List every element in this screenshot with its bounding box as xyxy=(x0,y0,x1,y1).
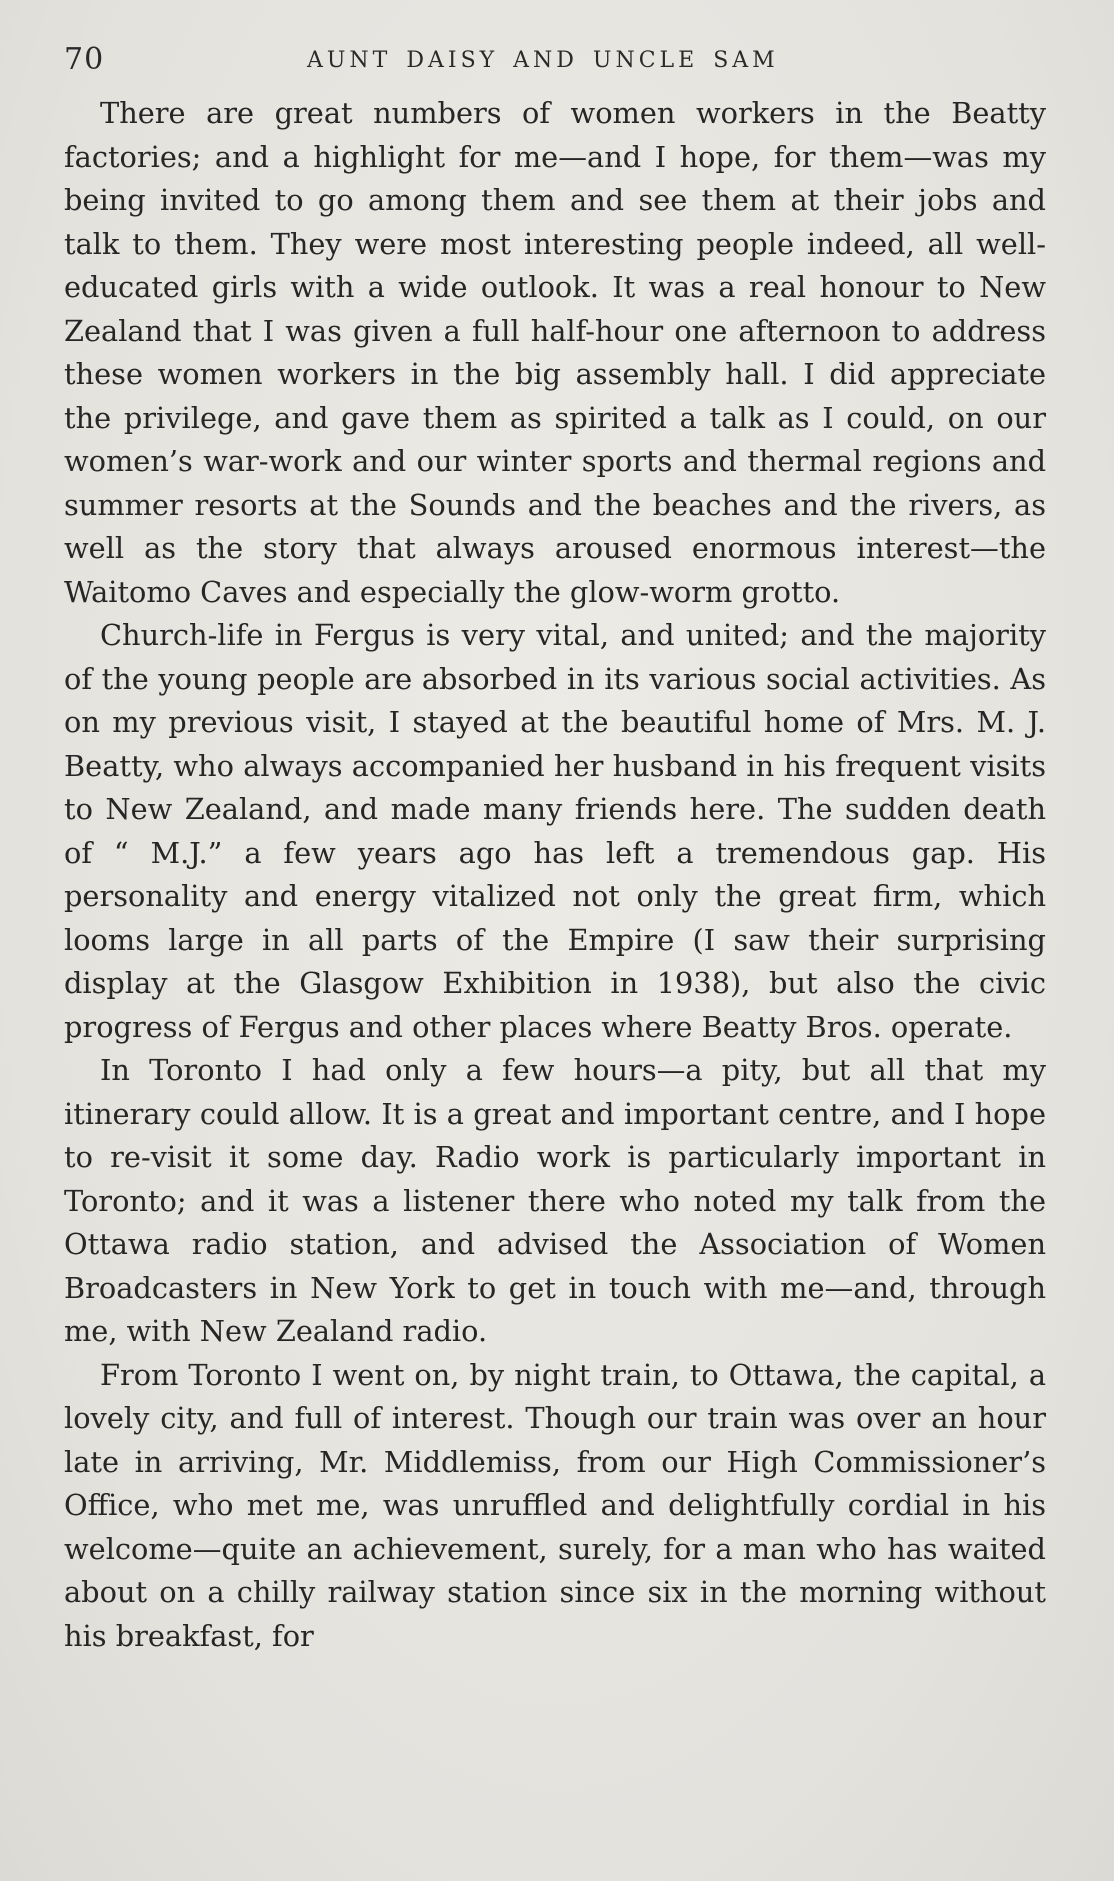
paragraph-1: There are great numbers of women workers in the Beatty factories; and a highlight for me—and I hope, for them—was my being invited to go among them and see them at their jobs and talk to them. They were most interesting people indeed, all well-educated girls with a wide outlook. It was a real honour to New Zealand that I was given a full half-hour one afternoon to address these women workers in the big assembly hall. I did appreciate the privilege, and gave them as spirited a talk as I could, on our women’s war-work and our winter sports and thermal regions and summer resorts at the Sounds and the beaches and the rivers, as well as the story that always aroused enormous interest—the Waitomo Caves and especially the glow-worm grotto. xyxy=(64,96,1046,609)
book-title: AUNT DAISY AND UNCLE SAM xyxy=(307,48,779,73)
paragraph-3: In Toronto I had only a few hours—a pity, but all that my itinerary could allow. It is a great and important centre, and I hope to re-visit it some day. Radio work is particularly important in Toronto; and it was a listener there who noted my talk from the Ottawa radio station, and advised the Association of Women Broadcasters in New York to get in touch with me—and, through me, with New Zealand radio. xyxy=(64,1053,1046,1348)
paragraph-2: Church-life in Fergus is very vital, and united; and the majority of the young people are absorbed in its various social activities. As on my previous visit, I stayed at the beautiful home of Mrs. M. J. Beatty, who always accompanied her husband in his frequent visits to New Zealand, and made many friends here. The sudden death of “ M.J.” a few years ago has left a tremendous gap. His personality and energy vitalized not only the great firm, which looms large in all parts of the Empire (I saw their surprising display at the Glasgow Exhibition in 1938), but also the civic progress of Fergus and other places where Beatty Bros. operate. xyxy=(64,618,1046,1044)
page-number: 70 xyxy=(64,42,105,77)
body-text xyxy=(64,92,1046,1658)
paragraph-4: From Toronto I went on, by night train, to Ottawa, the capital, a lovely city, and full of interest. Though our train was over an hour late in arriving, Mr. Middlemiss, from our High Commissioner’s Office, who met me, was unruffled and delightfully cordial in his welcome—quite an achievement, surely, for a man who has waited about on a chilly railway station since six in the morning without his breakfast, for xyxy=(64,1357,1046,1653)
running-head xyxy=(64,42,1049,82)
